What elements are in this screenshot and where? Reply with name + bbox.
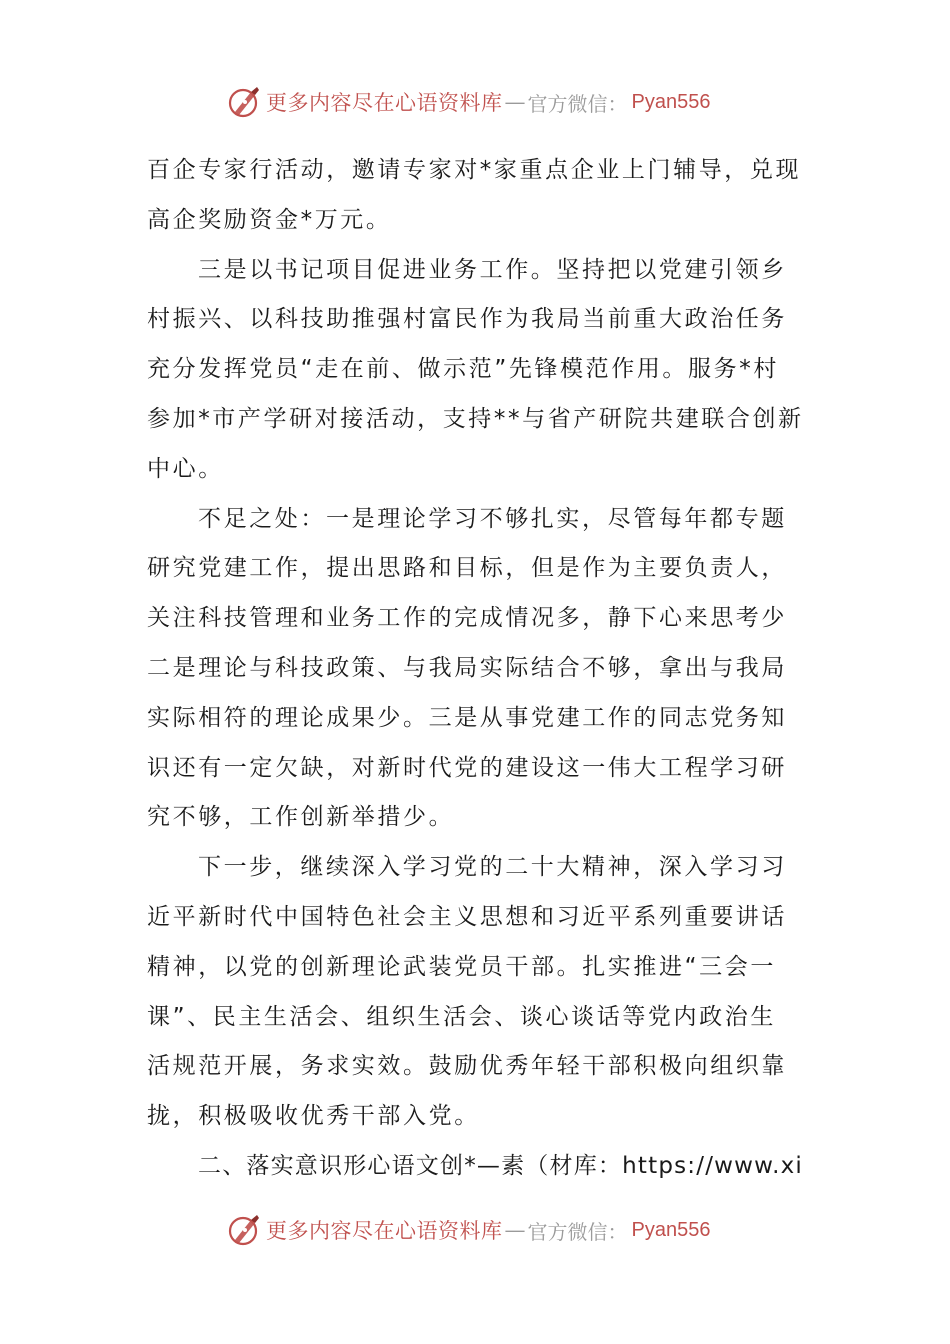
text-line: 实际相符的理论成果少。三是从事党建工作的同志党务知 (147, 704, 787, 731)
text-line: 识还有一定欠缺，对新时代党的建设这一伟大工程学习研 (147, 754, 787, 781)
text-line: 百企专家行活动，邀请专家对*家重点企业上门辅导，兑现 (147, 157, 802, 183)
banner-text: 更多内容尽在心语资料库 (266, 91, 503, 115)
wechat-label: 官方微信： (527, 91, 628, 116)
text-line: 参加*市产学研对接活动，支持**与省产研院共建联合创新 (147, 405, 804, 432)
document-body (147, 146, 809, 1192)
banner-separator: — (504, 1218, 526, 1242)
text-line: 中心。 (147, 455, 224, 482)
text-line: 关注科技管理和业务工作的完成情况多，静下心来思考少 (147, 605, 787, 632)
text-line: 课”、民主生活会、组织生活会、谈心谈话等党内政治生 (147, 1003, 776, 1030)
pen-nib-circle-icon (226, 1212, 262, 1248)
text-line: 究不够，工作创新举措少。 (147, 804, 455, 831)
text-line: 不足之处：一是理论学习不够扎实，尽管每年都专题 (198, 505, 787, 532)
text-line: 充分发挥党员“走在前、做示范”先锋模范作用。服务*村 (147, 356, 779, 383)
pen-nib-circle-icon (226, 84, 262, 120)
wechat-label: 官方微信： (527, 1219, 628, 1244)
banner-separator: — (504, 90, 526, 114)
text-line: 拢，积极吸收优秀干部入党。 (147, 1103, 480, 1130)
wechat-id: Pyan556 (631, 1218, 711, 1241)
text-line: 近平新时代中国特色社会主义思想和习近平系列重要讲话 (147, 903, 787, 930)
banner-text: 更多内容尽在心语资料库 (266, 1219, 503, 1243)
text-line: 高企奖励资金*万元。 (147, 206, 392, 233)
text-line: 二是理论与科技政策、与我局实际结合不够，拿出与我局 (147, 654, 787, 681)
text-line: 活规范开展，务求实效。鼓励优秀年轻干部积极向组织靠 (147, 1053, 787, 1080)
text-line: 二、落实意识形心语文创*—素（材库：https://www.xi (198, 1152, 803, 1179)
text-line: 三是以书记项目促进业务工作。坚持把以党建引领乡 (198, 256, 787, 283)
text-line: 研究党建工作，提出思路和目标，但是作为主要负责人， (147, 555, 787, 582)
header-banner (226, 82, 710, 122)
footer-banner (226, 1210, 710, 1250)
text-line: 下一步，继续深入学习党的二十大精神，深入学习习 (198, 854, 787, 881)
wechat-id: Pyan556 (631, 90, 711, 113)
text-line: 精神，以党的创新理论武装党员干部。扎实推进“三会一 (147, 953, 776, 980)
text-line: 村振兴、以科技助推强村富民作为我局当前重大政治任务 (147, 306, 787, 333)
